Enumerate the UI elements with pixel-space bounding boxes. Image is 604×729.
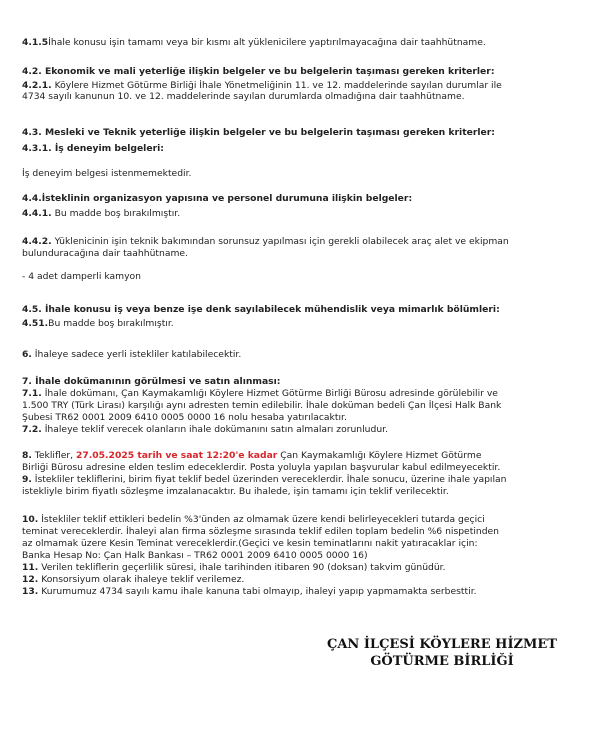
clause-8-cont: Birliği Bürosu adresine elden teslim edeceklerdir. Posta yoluyla yapılan başvurular kabul edilmeyecektir. bbox=[22, 462, 501, 473]
clause-4-2-1-cont: 4734 sayılı kanunun 10. ve 12. maddelerinde sayılan durumlarda olmadığına dair taahhütname. bbox=[22, 91, 465, 102]
clause-9: 9. İstekliler tekliflerini, birim fiyat teklif bedel üzerinden vereceklerdir. İhale sonucu, üzerine ihale yapılan bbox=[22, 474, 507, 485]
clause-10-cont-2: az olmamak üzere Kesin Teminat vereceklerdir.(Geçici ve kesin teminatlarını nakit yatıracaklar için: bbox=[22, 538, 478, 549]
heading-7: 7. İhale dokümanının görülmesi ve satın alınması: bbox=[22, 376, 281, 387]
clause-13: 13. Kurumumuz 4734 sayılı kamu ihale kanuna tabi olmayıp, ihaleyi yapıp yapmamakta serbesttir. bbox=[22, 586, 477, 597]
clause-11: 11. Verilen tekliflerin geçerlilik süresi, ihale tarihinden itibaren 90 (doksan) takvim günüdür. bbox=[22, 562, 446, 573]
equipment-item: - 4 adet damperli kamyon bbox=[22, 271, 141, 282]
clause-7-1-cont-1: 1.500 TRY (Türk Lirası) karşılığı aynı adresten temin edilebilir. İhale doküman bedeli Çan İlçesi Halk Bank bbox=[22, 400, 502, 411]
signature-line-1: ÇAN İLÇESİ KÖYLERE HİZMET bbox=[327, 637, 557, 652]
bank-account: Banka Hesap No: Çan Halk Bankası – TR62 0001 2009 6410 0005 0000 16) bbox=[22, 550, 368, 561]
signature-line-2: GÖTÜRME BİRLİĞİ bbox=[370, 654, 514, 669]
clause-4-3-1-text: İş deneyim belgesi istenmemektedir. bbox=[22, 168, 192, 179]
heading-4-2: 4.2. Ekonomik ve mali yeterliğe ilişkin belgeler ve bu belgelerin taşıması gereken kriterler: bbox=[22, 66, 495, 77]
clause-4-4-1: 4.4.1. Bu madde boş bırakılmıştır. bbox=[22, 208, 181, 219]
clause-4-1-5: 4.1.5İhale konusu işin tamamı veya bir kısmı alt yüklenicilere yaptırılmayacağına dair taahhütname. bbox=[22, 37, 486, 48]
clause-4-4-2: 4.4.2. Yüklenicinin işin teknik bakımından sorunsuz yapılması için gerekli olabilecek araç alet ve ekipman bbox=[22, 236, 509, 247]
clause-7-1-cont-2: Şubesi TR62 0001 2009 6410 0005 0000 16 nolu hesaba yatırılacaktır. bbox=[22, 412, 347, 423]
clause-9-cont: istekliyle birim fiyatlı sözleşme imzalanacaktır. Bu ihalede, işin tamamı için teklif verilecektir. bbox=[22, 486, 449, 497]
clause-7-1: 7.1. İhale dokümanı, Çan Kaymakamlığı Köylere Hizmet Götürme Birliği Bürosu adresinde görülebilir ve bbox=[22, 388, 498, 399]
clause-6: 6. İhaleye sadece yerli istekliler katılabilecektir. bbox=[22, 349, 242, 360]
clause-7-2: 7.2. İhaleye teklif verecek olanların ihale dokümanını satın almaları zorunludur. bbox=[22, 424, 389, 435]
clause-10-cont-1: teminat vereceklerdir. İhaleyi alan firma sözleşme sırasında teklif edilen toplam bedelin %6 nispetinden bbox=[22, 526, 499, 537]
clause-10: 10. İstekliler teklif ettikleri bedelin %3'ünden az olmamak üzere kendi belirleyecekleri tutarda geçici bbox=[22, 514, 485, 525]
clause-4-2-1: 4.2.1. Köylere Hizmet Götürme Birliği İhale Yönetmeliğinin 11. ve 12. maddelerinde sayılan durumlar ile bbox=[22, 80, 502, 91]
deadline-date: 27.05.2025 tarih ve saat 12:20'e kadar bbox=[76, 450, 278, 461]
clause-4-5-1: 4.51.Bu madde boş bırakılmıştır. bbox=[22, 318, 174, 329]
heading-4-3: 4.3. Mesleki ve Teknik yeterliğe ilişkin belgeler ve bu belgelerin taşıması gereken kriterler: bbox=[22, 127, 495, 138]
heading-4-3-1: 4.3.1. İş deneyim belgeleri: bbox=[22, 143, 164, 154]
clause-8: 8. Teklifler, 27.05.2025 tarih ve saat 12:20'e kadar Çan Kaymakamlığı Köylere Hizmet Götürme bbox=[22, 450, 482, 461]
clause-4-4-2-cont: bulunduracağına dair taahhütname. bbox=[22, 248, 188, 259]
heading-4-5: 4.5. İhale konusu iş veya benze işe denk sayılabilecek mühendislik veya mimarlık bölümleri: bbox=[22, 304, 500, 315]
clause-12: 12. Konsorsiyum olarak ihaleye teklif verilemez. bbox=[22, 574, 245, 585]
heading-4-4: 4.4.İsteklinin organizasyon yapısına ve personel durumuna ilişkin belgeler: bbox=[22, 193, 413, 204]
